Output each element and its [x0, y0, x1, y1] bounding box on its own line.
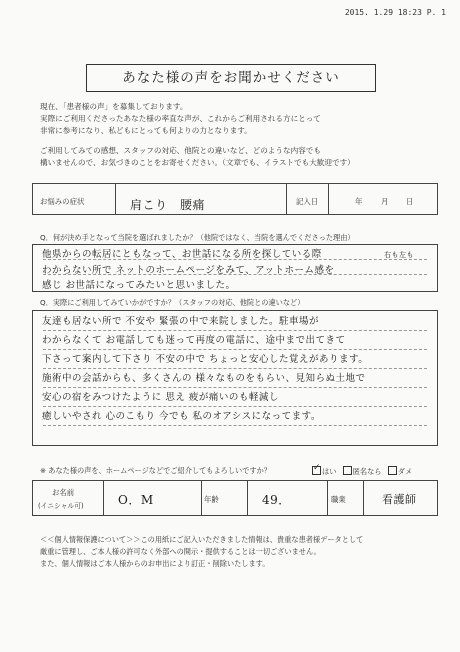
q2-line-4: 施術中の会話からも、多くさんの 様々なものをもらい、見知らぬ土地で — [42, 373, 366, 384]
info-row — [32, 480, 438, 516]
consent-yes-checkbox[interactable] — [312, 466, 321, 475]
q1-line-1: 他県からの転居にともなって、お世話になる所を探している際 — [42, 249, 322, 260]
age-value: 49． — [262, 493, 291, 507]
q2-line-1: 友達も居ない所で 不安や 緊張の中で来院しました。駐車場が — [42, 316, 320, 327]
consent-anon-checkbox[interactable] — [343, 466, 352, 475]
day-label: 日 — [406, 197, 414, 206]
q1-question: Q．何が決め手となって当院を選ばれましたか？（他院ではなく、当院を選んでくださった理由） — [40, 233, 355, 242]
privacy-line-3: また、個人情報はご本人様からのお申出により訂正・削除いたします。 — [40, 559, 270, 568]
consent-no-label: ダメ — [397, 467, 413, 476]
q1-line-2: わからない所で ネットのホームページをみて、アットホーム感を — [42, 265, 335, 276]
intro-line-5: 構いませんので、お気づきのことをお寄せください。（文章でも、イラストでも大歓迎です） — [40, 158, 355, 167]
privacy-line-1: ＜＜個人情報保護について＞＞この用紙にご記入いただきました情報は、貴重な患者様データとして — [40, 535, 364, 544]
name-sub-label: (イニシャル可) — [38, 502, 84, 510]
name-label: お名前 — [52, 488, 75, 497]
age-label: 年齢 — [204, 495, 219, 504]
symptom-label: お悩みの症状 — [40, 197, 85, 206]
symptom-value: 肩こり 腰痛 — [130, 198, 206, 212]
q2-line-6: 癒しいやされ 心のこもり 今でも 私のオアシスになってます。 — [42, 411, 321, 422]
intro-line-3: 非常に参考になり、私どもにとっても何よりの力となります。 — [40, 126, 252, 135]
q2-question: Q．実際にご利用してみていかがですか？（スタッフの対応、他院との違いなど） — [40, 298, 305, 307]
consent-options — [312, 466, 412, 477]
page-title: あなた様の声をお聞かせください — [86, 64, 376, 92]
fax-header: 2015. 1.29 18:23 P. 1 — [344, 8, 446, 17]
job-value: 看護師 — [382, 493, 417, 506]
intro-line-4: ご利用してみての感想、スタッフの対応、他院との違いなど、どのような内容でも — [40, 146, 321, 155]
q2-line-3: 下さって案内して下さり 不安の中で ちょっと安心した覚えがあります。 — [42, 354, 369, 365]
q1-margin-note: 右も左も — [384, 251, 414, 259]
month-label: 月 — [381, 197, 389, 206]
q1-line-3: 感じ お世話になってみたいと思いました。 — [42, 280, 236, 291]
privacy-line-2: 厳重に管理し、ご本人様の許可なく外部への開示・提供することは一切ございません。 — [40, 547, 321, 556]
name-value: O．M — [118, 493, 154, 507]
consent-yes-label: はい — [322, 467, 337, 476]
date-label: 記入日 — [296, 197, 319, 206]
symptom-row — [32, 183, 438, 215]
job-label: 職業 — [331, 495, 346, 504]
consent-question: ※ あなた様の声を、ホームページなどでご紹介してもよろしいですか？ — [40, 466, 271, 475]
intro-line-1: 現在、「患者様の声」を募集しております。 — [40, 102, 188, 111]
q2-line-5: 安心の宿をみつけたように 思え 疲が痛いのも軽減し — [42, 392, 279, 403]
year-label: 年 — [355, 197, 363, 206]
q2-line-2: わからなくて お電話しても迷って再度の電話に、途中まで出てきて — [42, 335, 346, 346]
consent-anon-label: 匿名なら — [352, 467, 382, 476]
intro-line-2: 実際にご利用くださったあなた様の率直な声が、これからご利用される方にとって — [40, 114, 321, 123]
consent-no-checkbox[interactable] — [388, 466, 397, 475]
